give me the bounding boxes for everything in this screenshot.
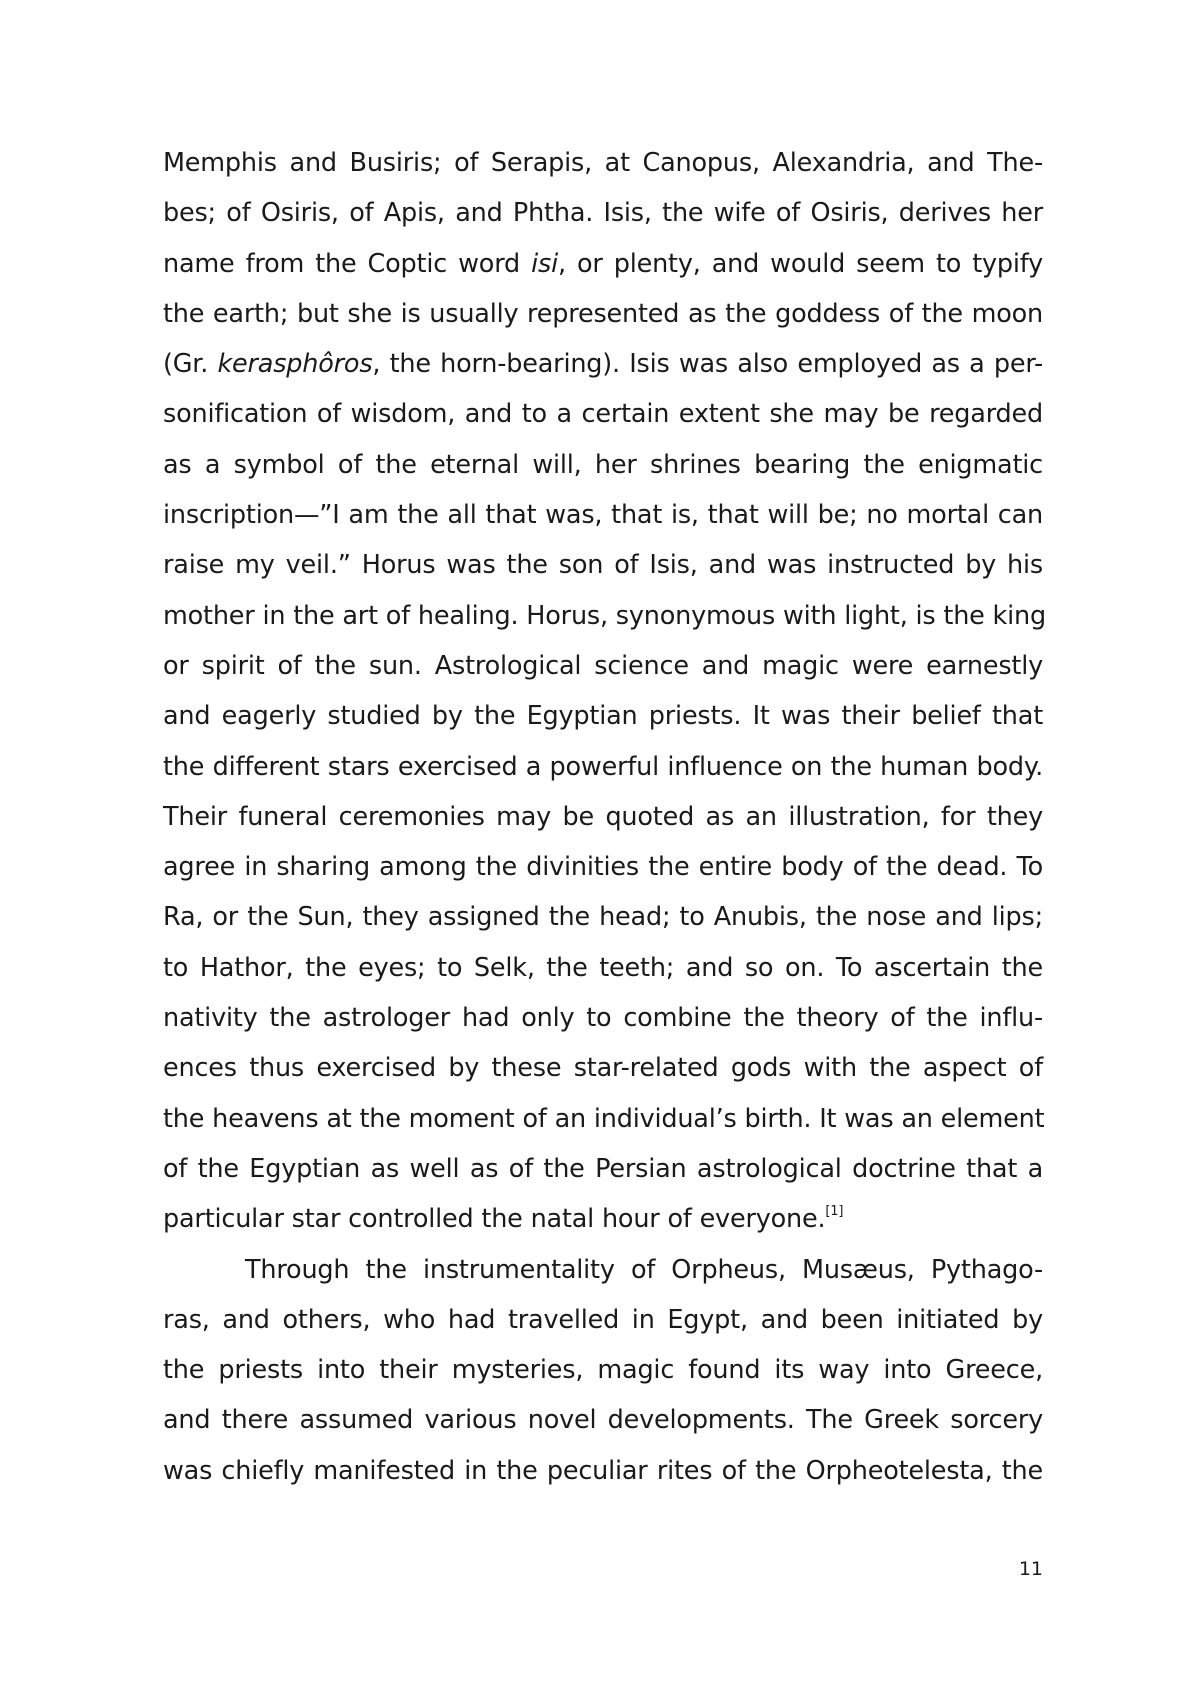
text-line: Ra, or the Sun, they assigned the head; to Anubis, the nose and lips; <box>163 902 1043 933</box>
text-run: particular star controlled the natal hour of everyone. <box>163 1204 826 1235</box>
text-run: name from the Coptic word <box>163 248 532 279</box>
text-line: and eagerly studied by the Egyptian priests. It was their belief that <box>163 701 1043 732</box>
text-line <box>163 339 1043 389</box>
text-line: the priests into their mysteries, magic found its way into Greece, <box>163 1355 1043 1386</box>
text-line: the earth; but she is usually represented as the goddess of the moon <box>163 298 1043 329</box>
text-line: Memphis and Busiris; of Serapis, at Canopus, Alexandria, and The- <box>163 148 1043 178</box>
text-line <box>163 239 1043 289</box>
text-run: , the horn-bearing). Isis was also employed as a per- <box>372 349 1043 380</box>
text-line: as a symbol of the eternal will, her shrines bearing the enigmatic <box>163 449 1043 480</box>
italic-word: kerasphôros <box>217 349 373 380</box>
text-line: to Hathor, the eyes; to Selk, the teeth; and so on. To ascertain the <box>163 952 1043 983</box>
italic-word: isi <box>531 248 558 279</box>
text-line: and there assumed various novel developments. The Greek sorcery <box>163 1405 1043 1436</box>
body-text <box>163 138 1046 1496</box>
text-run: , or plenty, and would seem to typify <box>557 248 1044 279</box>
text-line: sonification of wisdom, and to a certain extent she may be regarded <box>163 399 1043 430</box>
text-line: or spirit of the sun. Astrological science and magic were earnestly <box>163 650 1043 681</box>
text-line: ras, and others, who had travelled in Egypt, and been initiated by <box>163 1304 1043 1335</box>
text-line: nativity the astrologer had only to combine the theory of the influ- <box>163 1003 1043 1034</box>
paragraph-1 <box>163 138 1046 1245</box>
text-line: mother in the art of healing. Horus, synonymous with light, is the king <box>163 600 1046 631</box>
text-line: the heavens at the moment of an individual’s birth. It was an element <box>163 1103 1045 1134</box>
text-line: inscription—”I am the all that was, that is, that will be; no mortal can <box>163 500 1043 531</box>
text-run: (Gr. <box>163 349 218 380</box>
text-line: bes; of Osiris, of Apis, and Phtha. Isis, the wife of Osiris, derives her <box>163 198 1043 229</box>
footnote-reference[interactable]: [1] <box>825 1204 844 1220</box>
text-line: agree in sharing among the divinities the entire body of the dead. To <box>163 852 1043 883</box>
text-line: Their funeral ceremonies may be quoted as an illustration, for they <box>163 801 1043 832</box>
text-line: the different stars exercised a powerful influence on the human body. <box>163 751 1043 782</box>
text-line: of the Egyptian as well as of the Persian astrological doctrine that a <box>163 1153 1043 1184</box>
text-line: was chiefly manifested in the peculiar rites of the Orpheotelesta, the <box>163 1455 1043 1486</box>
paragraph-2 <box>163 1245 1043 1496</box>
page-number: 11 <box>1018 1558 1043 1580</box>
text-line: Through the instrumentality of Orpheus, Musæus, Pythago- <box>245 1254 1043 1285</box>
text-line: ences thus exercised by these star-related gods with the aspect of <box>163 1053 1043 1084</box>
text-line <box>163 1194 1043 1244</box>
text-line: raise my veil.” Horus was the son of Isis, and was instructed by his <box>163 550 1043 581</box>
